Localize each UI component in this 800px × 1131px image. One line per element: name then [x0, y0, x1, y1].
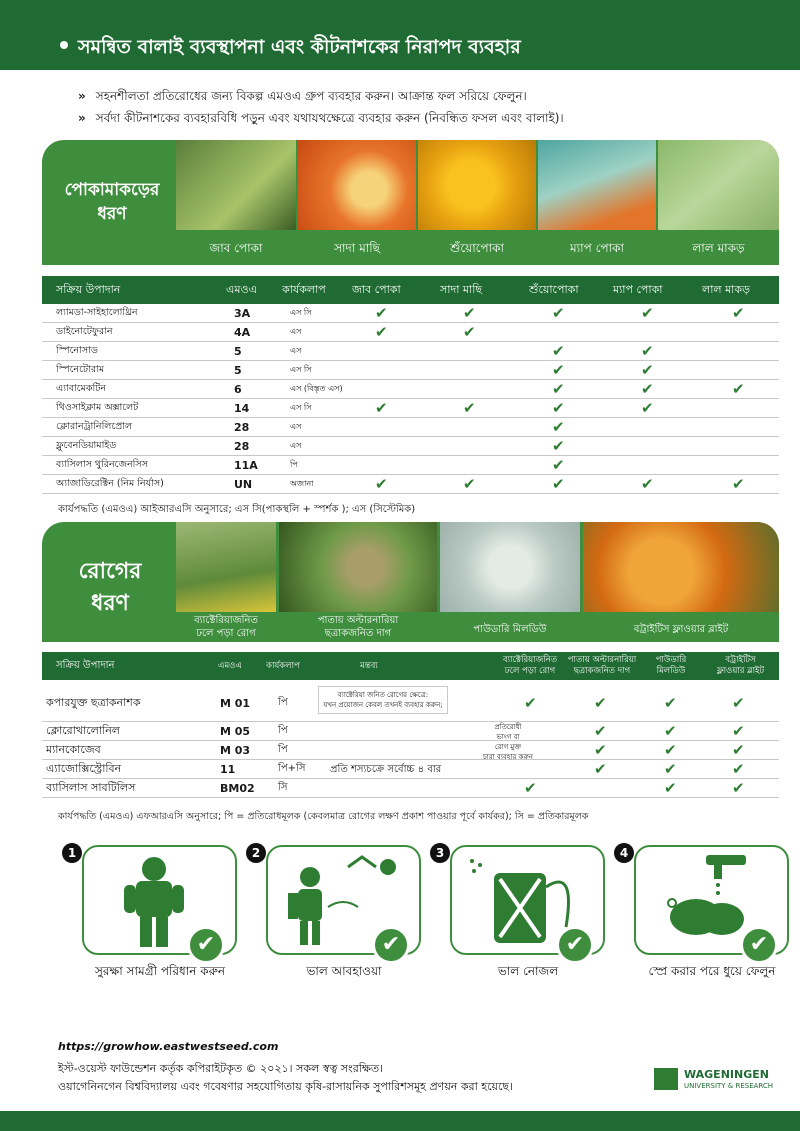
- check-icon: ✔: [524, 694, 537, 712]
- powdery-mildew-photo: [440, 522, 580, 612]
- disease-moa: M 05: [220, 724, 251, 738]
- pest-table-row: [42, 418, 779, 437]
- pest-mode: এস: [290, 440, 302, 450]
- disease-mode: পি+সি: [278, 762, 306, 774]
- season-remark: প্রতি শস্যচক্রে সর্বোচ্চ ৪ বার: [330, 764, 442, 775]
- intro-line-1: » সহনশীলতা প্রতিরোধের জন্য বিকল্প এমওএ গ্রুপ ব্যবহার করুন। আক্রান্ত ফল সরিয়ে ফেলুন।: [78, 89, 527, 103]
- check-icon: ✔: [732, 741, 745, 759]
- disease-ingredient: এ্যাজোক্সিস্ট্রোবিন: [46, 761, 122, 775]
- pest-moa: UN: [234, 477, 253, 491]
- footer-credit: ওয়াগেনিনগেন বিশ্ববিদ্যালয় এবং গবেষণার সহযোগিতায় কৃষি-রাসায়নিক সুপারিশসমূহ প্রণয়ন করা হয়েছে।: [58, 1080, 513, 1093]
- check-icon: ✔: [641, 304, 654, 322]
- check-icon: ✔: [552, 399, 565, 417]
- pest-moa: 6: [234, 382, 242, 396]
- pest-mode: এস সি: [290, 307, 312, 317]
- check-icon: ✔: [552, 437, 565, 455]
- caterpillar-photo: [418, 140, 536, 230]
- bacterial-wilt-photo: [176, 522, 276, 612]
- check-icon: ✔: [641, 380, 654, 398]
- disease-name-alternaria: পাতায় অল্টারনারিয়া ছত্রাকজনিত দাগ: [317, 615, 399, 639]
- pest-ingredient: এ্যাবামেকটিন: [56, 382, 107, 394]
- check-icon: ✔: [641, 361, 654, 379]
- check-icon: ✔: [594, 722, 607, 740]
- pest-name-leafminer: ম্যাপ পোকা: [570, 241, 624, 255]
- bottom-bar: [0, 1111, 800, 1131]
- check-icon: ✔: [732, 722, 745, 740]
- disease-table-header: সক্রিয় উপাদান এমওএ কার্যকলাপ মন্তব্য ব্যাক্টেরিয়াজনিত ঢলে পড়া রোগ পাতায় অল্টারনারিয়া ছত্রাকজনিত দাগ পাউডারি মিলডিউ বট্রাইটিস ফ্লাওয়ার ব্লাইট: [42, 652, 779, 680]
- title-bullet: [60, 41, 68, 49]
- check-icon: ✔: [375, 323, 388, 341]
- disease-moa: BM02: [220, 781, 255, 795]
- pest-moa: 14: [234, 401, 250, 415]
- step-3-caption: ভাল নোজল: [497, 964, 559, 978]
- pest-moa: 4A: [234, 325, 251, 339]
- step-2-number: 2: [246, 843, 266, 863]
- disease-ingredient: কপারযুক্ত ছত্রাকনাশক: [46, 696, 141, 709]
- check-icon: ✔: [552, 304, 565, 322]
- check-icon: ✔: [552, 361, 565, 379]
- check-icon: ✔: [552, 380, 565, 398]
- red-mite-photo: [658, 140, 779, 230]
- pest-name-caterpillar: শুঁয়োপোকা: [449, 241, 505, 255]
- pest-mode: এস: [290, 345, 302, 355]
- check-icon: ✔: [463, 399, 476, 417]
- pest-moa: 28: [234, 420, 250, 434]
- check-icon: ✔: [664, 694, 677, 712]
- pest-moa: 5: [234, 344, 242, 358]
- step-4-check-icon: ✔: [740, 926, 778, 964]
- intro-line-2: » সর্বদা কীটনাশকের ব্যবহারবিধি পড়ুন এবং যথাযথক্ষেত্রে ব্যবহার করুন (নিবন্ধিত ফসল এবং বালাই)।: [78, 111, 564, 125]
- check-icon: ✔: [463, 304, 476, 322]
- check-icon: ✔: [732, 475, 745, 493]
- pest-table-row: [42, 437, 779, 456]
- check-icon: ✔: [375, 475, 388, 493]
- disease-ingredient: ক্লোরোথালোনিল: [46, 723, 120, 737]
- disease-mode: সি: [278, 781, 288, 793]
- pest-ingredient: ডাইনোটেফুরান: [56, 325, 113, 337]
- pest-moa: 28: [234, 439, 250, 453]
- check-icon: ✔: [594, 694, 607, 712]
- pest-mode: অজানা: [290, 478, 314, 488]
- disease-name-bacterial-wilt: ব্যাক্টেরিয়াজনিত ঢলে পড়া রোগ: [194, 615, 258, 639]
- check-icon: ✔: [664, 741, 677, 759]
- step-1-check-icon: ✔: [187, 926, 225, 964]
- disease-name-powdery-mildew: পাউডারি মিলডিউ: [473, 624, 547, 635]
- botrytis-photo: [583, 522, 779, 612]
- pest-table-header: সক্রিয় উপাদান এমওএ কার্যকলাপ জাব পোকা সাদা মাছি শুঁয়োপোকা ম্যাপ পোকা লাল মাকড়: [42, 276, 779, 304]
- check-icon: ✔: [552, 475, 565, 493]
- step-4-caption: স্প্রে করার পরে ধুয়ে ফেলুন: [648, 964, 776, 978]
- step-1-caption: সুরক্ষা সামগ্রী পরিধান করুন: [95, 964, 225, 978]
- pest-name-red-mite: লাল মাকড়: [692, 241, 745, 255]
- check-icon: ✔: [463, 323, 476, 341]
- check-icon: ✔: [594, 760, 607, 778]
- disease-table-row: [42, 779, 779, 798]
- pest-ingredient: স্পিনোসাড: [56, 344, 98, 356]
- logo-wageningen: WAGENINGEN: [684, 1068, 769, 1081]
- check-icon: ✔: [594, 741, 607, 759]
- pest-moa: 11A: [234, 458, 258, 472]
- pest-ingredient: ব্যাসিলাস থুরিনজেনসিস: [56, 458, 148, 470]
- pest-table-row: [42, 342, 779, 361]
- check-icon: ✔: [641, 475, 654, 493]
- pest-table-row: [42, 304, 779, 323]
- copper-remark: ব্যাক্টেরিয়া জনিত রোগের ক্ষেত্রে: যখন প্রয়োজন কেবল তখনই ব্যবহার করুন;: [318, 686, 448, 714]
- check-icon: ✔: [732, 779, 745, 797]
- pest-mode: পি: [290, 459, 298, 469]
- disease-name-botrytis: বট্রাইটিস ফ্লাওয়ার ব্লাইট: [633, 624, 729, 635]
- pest-moa: 5: [234, 363, 242, 377]
- check-icon: ✔: [463, 475, 476, 493]
- page-title: সমন্বিত বালাই ব্যবস্থাপনা এবং কীটনাশকের নিরাপদ ব্যবহার: [78, 36, 521, 58]
- pest-ingredient: স্পিনেটোরাম: [56, 363, 105, 375]
- pest-ingredient: থিওসাইক্লাম অক্সালেট: [56, 401, 139, 413]
- check-icon: ✔: [375, 399, 388, 417]
- disease-table-row: [42, 741, 779, 760]
- pest-table-row: [42, 323, 779, 342]
- check-icon: ✔: [664, 760, 677, 778]
- aphid-photo: [176, 140, 296, 230]
- pest-name-aphid: জাব পোকা: [209, 241, 263, 255]
- leafminer-photo: [538, 140, 656, 230]
- pest-table-row: [42, 475, 779, 494]
- pest-mode: এস: [290, 421, 302, 431]
- pest-mode: এস সি: [290, 402, 312, 412]
- check-icon: ✔: [732, 694, 745, 712]
- check-icon: ✔: [641, 399, 654, 417]
- check-icon: ✔: [552, 342, 565, 360]
- check-icon: ✔: [664, 722, 677, 740]
- disease-mode: পি: [278, 743, 288, 755]
- disease-moa: 11: [220, 762, 236, 776]
- step-3-check-icon: ✔: [556, 926, 594, 964]
- check-icon: ✔: [524, 779, 537, 797]
- pest-table-row: [42, 456, 779, 475]
- disease-section-label: রোগের ধরণ: [78, 559, 142, 616]
- pest-name-whitefly: সাদা মাছি: [334, 241, 380, 255]
- logo-university: UNIVERSITY & RESEARCH: [684, 1082, 774, 1090]
- check-icon: ✔: [732, 304, 745, 322]
- step-2-caption: ভাল আবহাওয়া: [306, 964, 382, 978]
- footer-url[interactable]: https://growhow.eastwestseed.com: [58, 1040, 279, 1053]
- pest-mode: এস (বিস্তৃত এস): [290, 383, 343, 393]
- disease-mode: পি: [278, 724, 288, 736]
- check-icon: ✔: [552, 418, 565, 436]
- disease-ingredient: ব্যাসিলাস সাবটিলিস: [46, 780, 136, 794]
- step-2-check-icon: ✔: [372, 926, 410, 964]
- check-icon: ✔: [552, 456, 565, 474]
- alternaria-photo: [279, 522, 437, 612]
- step-3-number: 3: [430, 843, 450, 863]
- check-icon: ✔: [664, 779, 677, 797]
- check-icon: ✔: [375, 304, 388, 322]
- pest-table-note: কার্যপদ্ধতি (এমওএ) আইআরএসি অনুসারে; এস সি(পাকস্থলি + স্পর্শক ); এস (সিস্টেমিক): [58, 504, 416, 515]
- check-icon: ✔: [732, 380, 745, 398]
- disease-table-row: [42, 722, 779, 741]
- pest-ingredient: ক্লোরানট্রানিলিপ্রোল: [56, 420, 133, 432]
- footer-copyright: ইস্ট-ওয়েস্ট ফাউন্ডেশন কর্তৃক কপিরাইটকৃত © ২০২১। সকল স্বত্ব সংরক্ষিত।: [58, 1062, 384, 1075]
- check-icon: ✔: [732, 760, 745, 778]
- disease-moa: M 01: [220, 697, 251, 710]
- pest-ingredient: অ্যাজাডিরেক্টিন (নিম নির্যাস): [56, 477, 164, 489]
- pest-table-row: [42, 361, 779, 380]
- disease-moa: M 03: [220, 743, 251, 757]
- step-4-number: 4: [614, 843, 634, 863]
- pest-mode: এস: [290, 326, 302, 336]
- header-bar: [0, 0, 800, 70]
- resistance-remark: প্রতিরোধী ভাংগ বা রোগ মুক্ত চারা ব্যবহার করুন: [483, 723, 533, 761]
- disease-mode: পি: [278, 697, 288, 708]
- pest-section-label: পোকামাকড়ের ধরণ: [64, 180, 160, 224]
- disease-table-note: কার্যপদ্ধতি (এমওএ) এফআরএসি অনুসারে; পি = প্রতিরোধমূলক (কেবলমাত্র রোগের লক্ষণ প্রকাশ পাওয়ার পূর্বে কার্যকর); সি = প্রতিকারমূলক: [58, 811, 589, 822]
- pest-mode: এস সি: [290, 364, 312, 374]
- pest-moa: 3A: [234, 306, 251, 320]
- pest-table-row: [42, 380, 779, 399]
- step-1-number: 1: [62, 843, 82, 863]
- pest-ingredient: ল্যামডা-সাইহালোথ্রিন: [56, 306, 138, 318]
- whitefly-photo: [298, 140, 416, 230]
- pest-table-row: [42, 399, 779, 418]
- check-icon: ✔: [641, 342, 654, 360]
- pest-ingredient: ফ্লুবেনডিয়ামাইড: [56, 439, 117, 451]
- disease-ingredient: ম্যানকোজেব: [46, 742, 101, 756]
- wageningen-logo-icon: [654, 1068, 678, 1090]
